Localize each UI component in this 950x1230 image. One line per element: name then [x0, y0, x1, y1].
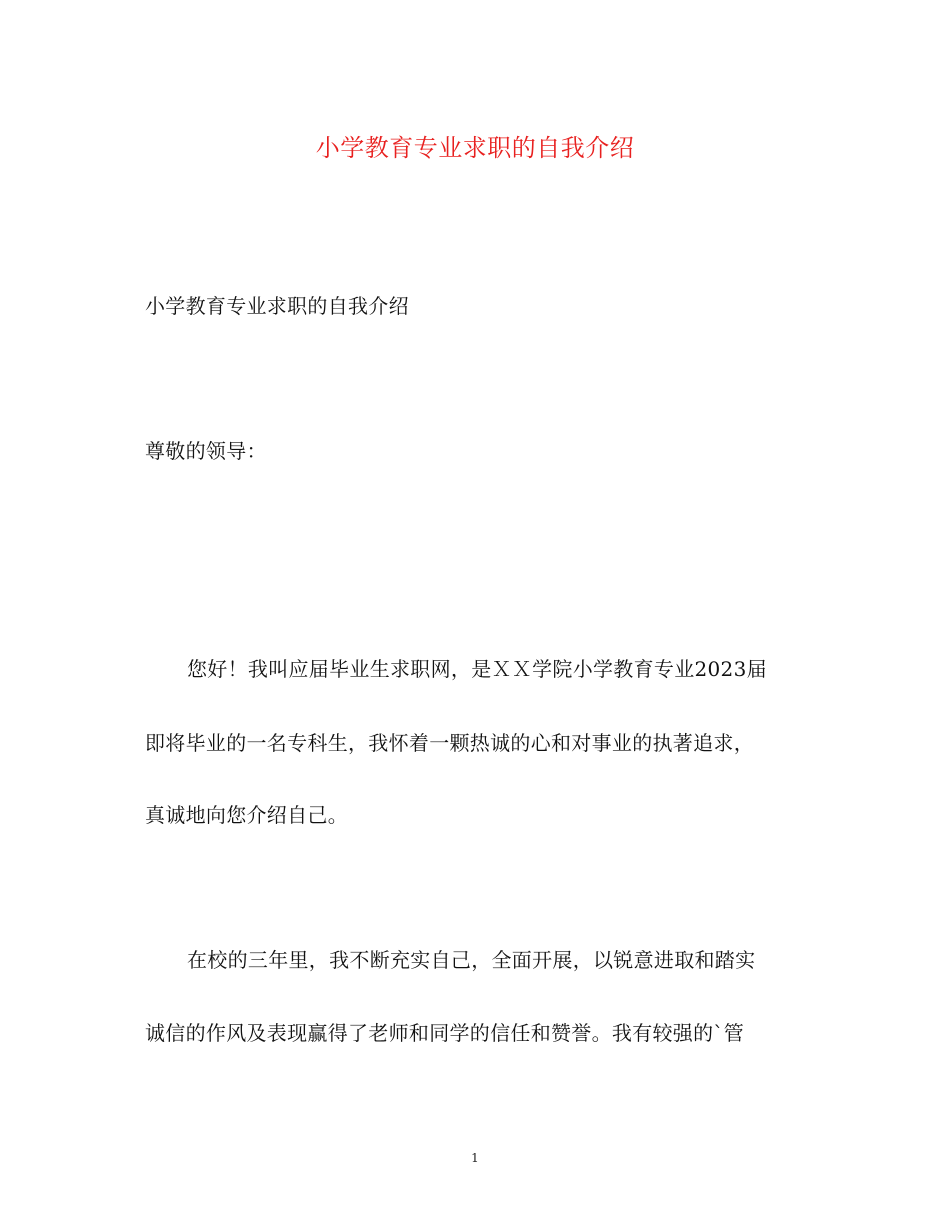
paragraph-2-line-2: 诚信的作风及表现赢得了老师和同学的信任和赞誉。我有较强的`管 [145, 1021, 744, 1045]
paragraph-1-line-2: 即将毕业的一名专科生，我怀着一颗热诚的心和对事业的执著追求， [145, 731, 754, 755]
document-title: 小学教育专业求职的自我介绍 [315, 134, 635, 162]
paragraph-1-line-1: 您好！我叫应届毕业生求职网，是ＸＸ学院小学教育专业2023届 [187, 657, 767, 681]
paragraph-2-line-1: 在校的三年里，我不断充实自己，全面开展，以锐意进取和踏实 [187, 948, 756, 972]
document-subtitle: 小学教育专业求职的自我介绍 [145, 294, 409, 318]
page-number: 1 [471, 1151, 479, 1165]
salutation: 尊敬的领导： [145, 439, 267, 463]
paragraph-1-line-3: 真诚地向您介绍自己。 [145, 803, 348, 827]
